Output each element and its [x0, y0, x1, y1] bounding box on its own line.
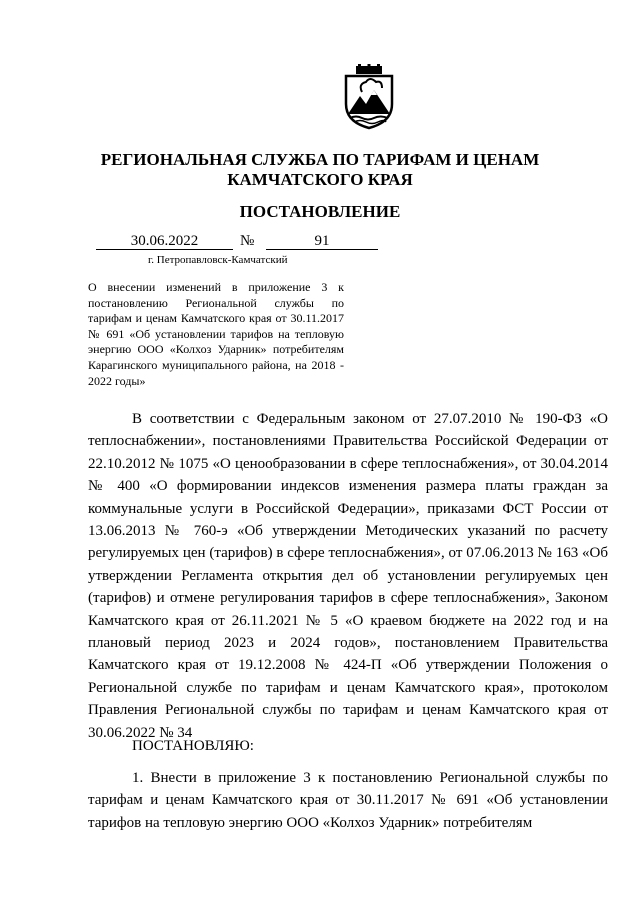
- document-city: г. Петропавловск-Камчатский: [148, 254, 288, 266]
- organization-title: [0, 150, 640, 190]
- document-subject: О внесении изменений в приложение 3 к постановлению Региональной службы по тарифам и ценам Камчатского края от 30.11.2017 № 691 «Об установлении тарифов на тепловую энергию ООО «Колхоз Ударник» потребителям Карагинского муниципального района, на 2018 - 2022 годы»: [88, 280, 344, 388]
- clause-1-paragraph: 1. Внести в приложение 3 к постановлению Региональной службы по тарифам и ценам Камчатского края от 30.11.2017 № 691 «Об установлении тарифов на тепловую энергию ООО «Колхоз Ударник» потребителям: [88, 770, 608, 831]
- preamble-paragraph: В соответствии с Федеральным законом от 27.07.2010 № 190-ФЗ «О теплоснабжении», постановлениями Правительства Российской Федерации от 22.10.2012 № 1075 «О ценообразовании в сфере теплоснабжения», от 30.04.2014 № 400 «О формировании индексов изменения размера платы граждан за коммунальные услуги в Российской Федерации», приказами ФСТ России от 13.06.2013 № 760-э «Об утверждении Методических указаний по расчету регулируемых цен (тарифов) в сфере теплоснабжения», от 07.06.2013 № 163 «Об утверждении Регламента открытия дел об установлении регулируемых цен (тарифов) и отмене регулирования тарифов в сфере теплоснабжения», Законом Камчатского края от 26.11.2021 № 5 «О краевом бюджете на 2022 год и на плановый период 2023 и 2024 годов», постановлением Правительства Камчатского края от 19.12.2008 № 424-П «Об утверждении Положения о Региональной службе по тарифам и ценам Камчатского края», протоколом Правления Региональной службы по тарифам и ценам Камчатского края от 30.06.2022 № 34: [88, 411, 608, 741]
- organization-title-line2: КАМЧАТСКОГО КРАЯ: [227, 170, 413, 189]
- kamchatka-coat-of-arms-icon: [336, 64, 402, 130]
- number-sign: №: [240, 233, 255, 249]
- document-type: ПОСТАНОВЛЕНИЕ: [239, 202, 401, 221]
- document-date: 30.06.2022: [96, 232, 233, 250]
- decree-word: ПОСТАНОВЛЯЮ:: [132, 738, 254, 754]
- organization-title-line1: РЕГИОНАЛЬНАЯ СЛУЖБА ПО ТАРИФАМ И ЦЕНАМ: [100, 150, 540, 169]
- document-number: 91: [266, 232, 378, 250]
